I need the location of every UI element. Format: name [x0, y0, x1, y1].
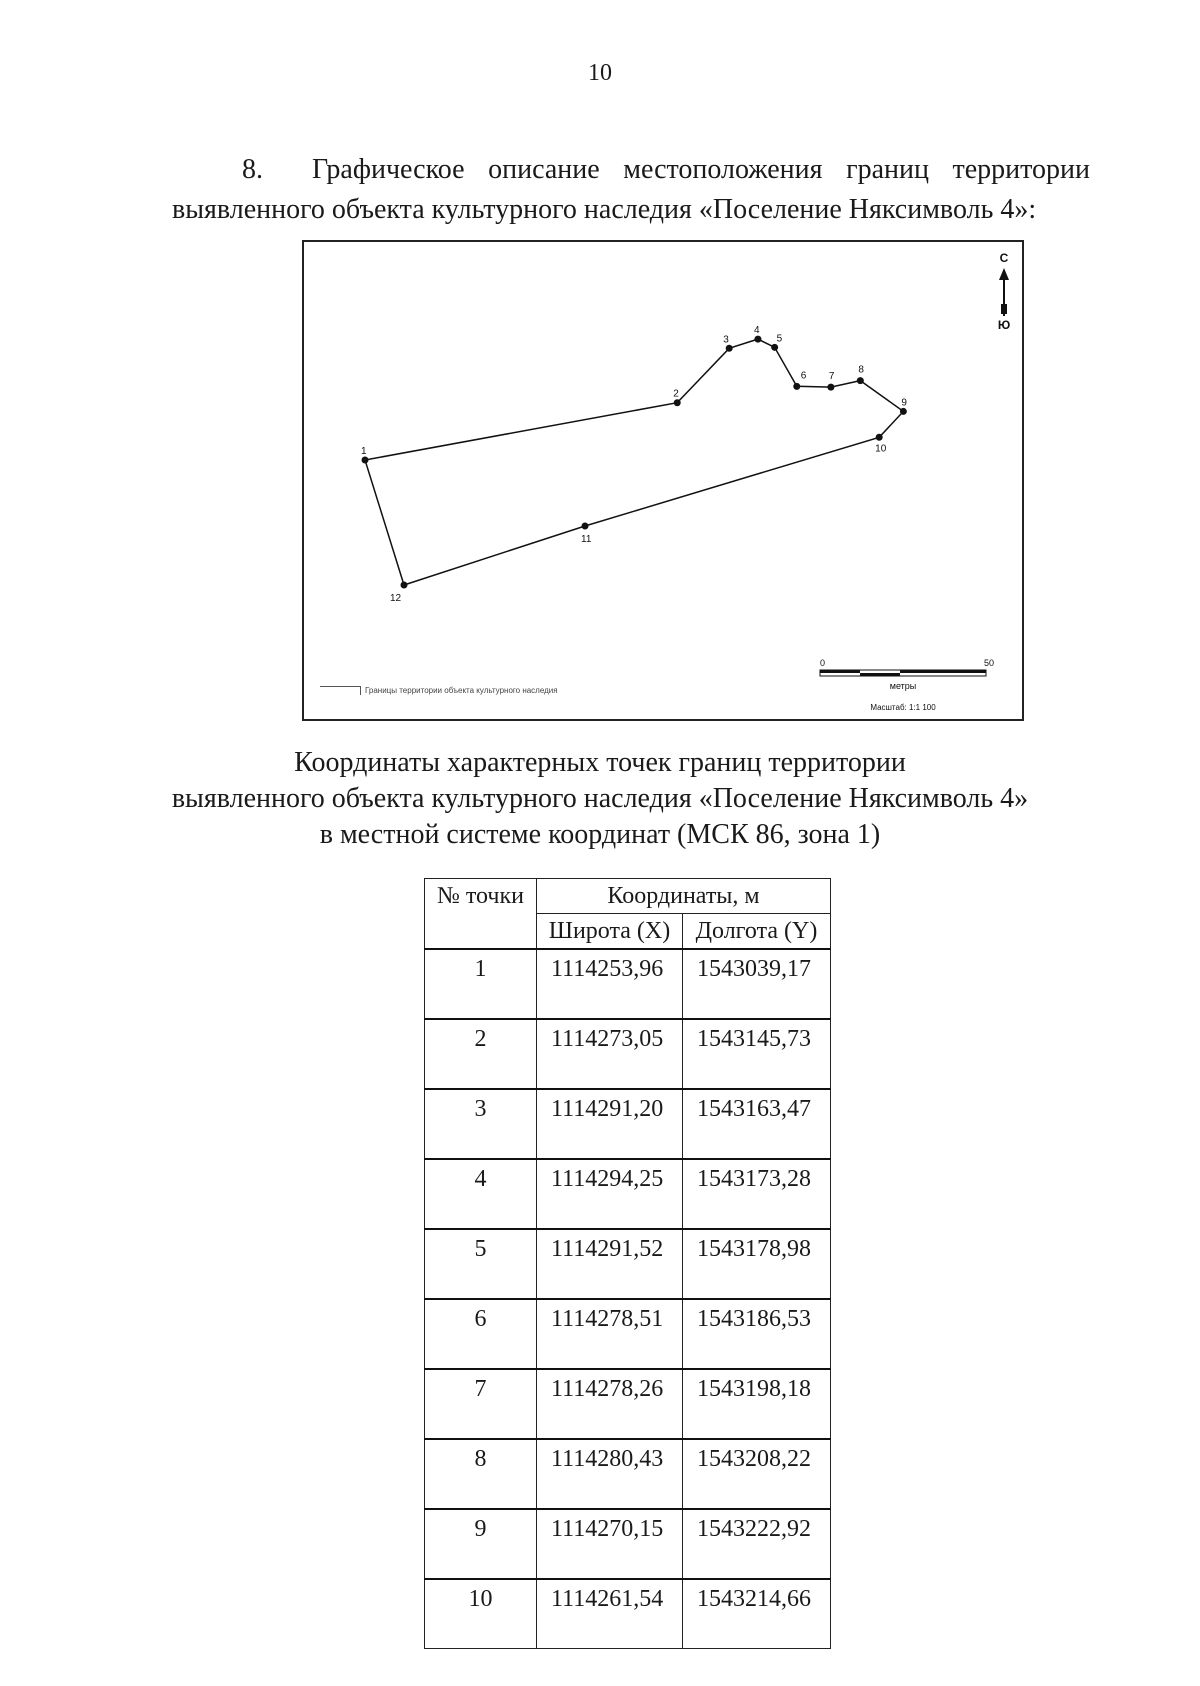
longitude-cell: 1543198,18: [683, 1369, 831, 1439]
boundary-point-label: 9: [901, 397, 907, 409]
longitude-cell: 1543145,73: [683, 1019, 831, 1089]
compass-south-label: Ю: [997, 318, 1011, 332]
longitude-cell: 1543208,22: [683, 1439, 831, 1509]
header-latitude: Широта (X): [537, 914, 683, 950]
point-number-cell: 3: [425, 1089, 537, 1159]
scale-bar-segment: [820, 670, 860, 673]
coordinates-title: [0, 745, 1200, 853]
compass-north-label: С: [999, 251, 1009, 265]
coordinates-title-line1: Координаты характерных точек границ территории: [294, 747, 906, 778]
coordinates-title-line2: выявленного объекта культурного наследия «Поселение Няксимволь 4»: [171, 783, 1029, 814]
scale-bar-segment: [860, 673, 900, 676]
table-row: [425, 1159, 831, 1229]
boundary-points: [361, 325, 907, 604]
scale-bar-segment: [900, 670, 986, 673]
longitude-cell: 1543186,53: [683, 1299, 831, 1369]
latitude-cell: 1114261,54: [537, 1579, 683, 1649]
table-row: [425, 1369, 831, 1439]
section-title-line1: Графическое описание местоположения границ территории: [312, 154, 1090, 185]
latitude-cell: 1114278,26: [537, 1369, 683, 1439]
latitude-cell: 1114291,52: [537, 1229, 683, 1299]
table-row: [425, 1439, 831, 1509]
point-number-cell: 5: [425, 1229, 537, 1299]
boundary-point-2: [674, 399, 681, 406]
table-row: [425, 1509, 831, 1579]
section-number: 8.: [242, 154, 263, 185]
boundary-point-8: [857, 377, 864, 384]
point-number-cell: 1: [425, 949, 537, 1019]
longitude-cell: 1543214,66: [683, 1579, 831, 1649]
latitude-cell: 1114273,05: [537, 1019, 683, 1089]
boundary-point-label: 7: [828, 371, 835, 383]
map-legend: [320, 686, 558, 695]
boundary-point-3: [726, 345, 733, 352]
latitude-cell: 1114253,96: [537, 949, 683, 1019]
boundary-point-12: [401, 582, 408, 589]
header-coordinates: Координаты, м: [537, 879, 831, 914]
boundary-point-6: [793, 383, 800, 390]
compass: [998, 251, 1010, 332]
boundary-point-label: 10: [875, 443, 887, 455]
boundary-point-label: 12: [390, 593, 402, 604]
point-number-cell: 9: [425, 1509, 537, 1579]
point-number-cell: 6: [425, 1299, 537, 1369]
boundary-point-9: [900, 408, 907, 415]
coordinates-title-line3: в местной системе координат (МСК 86, зона 1): [319, 819, 881, 850]
boundary-point-label: 6: [800, 370, 807, 382]
point-number-cell: 7: [425, 1369, 537, 1439]
legend-label: Границы территории объекта культурного наследия: [365, 686, 558, 695]
table-row: [425, 1089, 831, 1159]
boundary-point-label: 11: [581, 534, 592, 545]
scale-ratio: Масштаб: 1:1 100: [870, 703, 936, 712]
boundary-point-5: [771, 344, 778, 351]
longitude-cell: 1543222,92: [683, 1509, 831, 1579]
latitude-cell: 1114291,20: [537, 1089, 683, 1159]
section-heading: [172, 150, 1090, 230]
boundary-point-label: 2: [673, 388, 679, 400]
latitude-cell: 1114270,15: [537, 1509, 683, 1579]
point-number-cell: 4: [425, 1159, 537, 1229]
scale-bar: [820, 658, 994, 712]
point-number-cell: 10: [425, 1579, 537, 1649]
boundary-point-4: [754, 336, 761, 343]
table-row: [425, 949, 831, 1019]
boundary-point-10: [876, 434, 883, 441]
north-arrow-icon: [999, 268, 1009, 280]
boundary-point-7: [827, 384, 834, 391]
longitude-cell: 1543178,98: [683, 1229, 831, 1299]
table-row: [425, 1019, 831, 1089]
point-number-cell: 2: [425, 1019, 537, 1089]
header-longitude: Долгота (Y): [683, 914, 831, 950]
table-row: [425, 1299, 831, 1369]
table-row: [425, 1229, 831, 1299]
latitude-cell: 1114278,51: [537, 1299, 683, 1369]
boundary-point-label: 3: [723, 334, 729, 346]
longitude-cell: 1543173,28: [683, 1159, 831, 1229]
legend-boundary-swatch: [320, 686, 361, 695]
header-point-number: № точки: [425, 879, 537, 950]
territory-boundary: [365, 339, 903, 585]
map-canvas: [304, 242, 1022, 719]
longitude-cell: 1543163,47: [683, 1089, 831, 1159]
compass-base: [1001, 304, 1007, 314]
scale-start: 0: [820, 658, 826, 668]
scale-end: 50: [984, 658, 995, 668]
boundary-point-1: [362, 457, 369, 464]
page-number: 10: [588, 60, 612, 86]
point-number-cell: 8: [425, 1439, 537, 1509]
coordinates-table: [424, 878, 831, 1649]
longitude-cell: 1543039,17: [683, 949, 831, 1019]
boundary-point-label: 4: [753, 325, 760, 337]
boundary-point-label: 5: [776, 333, 783, 345]
table-row: [425, 1579, 831, 1649]
boundary-map: [302, 240, 1024, 721]
scale-unit: метры: [889, 681, 917, 691]
boundary-point-label: 1: [361, 446, 367, 457]
latitude-cell: 1114280,43: [537, 1439, 683, 1509]
section-title-line2: выявленного объекта культурного наследия «Поселение Няксимволь 4»:: [172, 194, 1037, 225]
boundary-point-11: [582, 523, 589, 530]
boundary-point-label: 8: [858, 364, 864, 376]
latitude-cell: 1114294,25: [537, 1159, 683, 1229]
